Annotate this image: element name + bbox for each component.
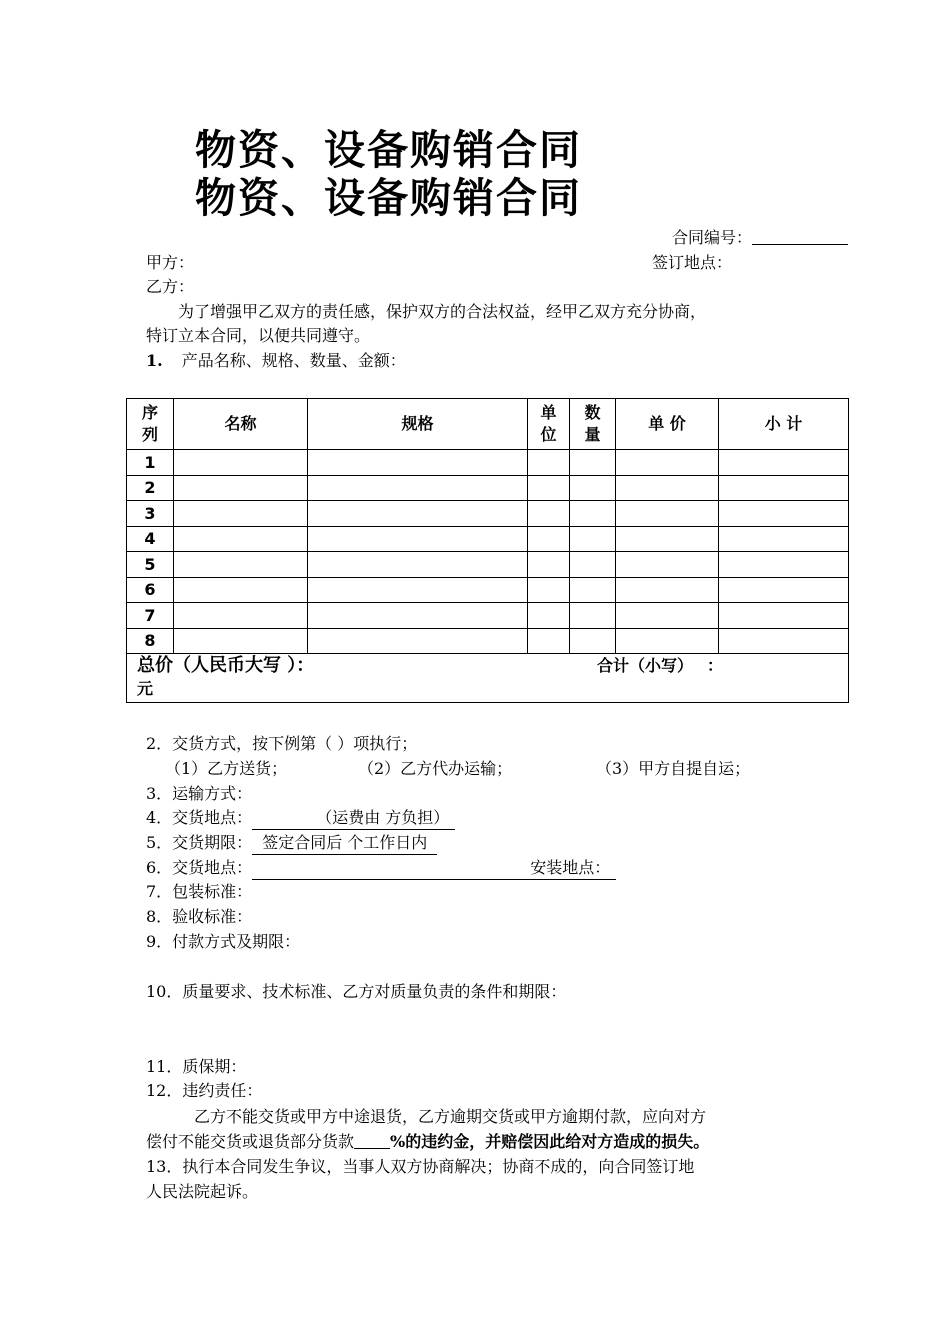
sum-colon: ： [707,656,724,675]
row-name-cell[interactable] [174,475,308,501]
section-5-label: 5．交货期限： [146,833,253,852]
row-price-cell[interactable] [616,475,719,501]
row-spec-cell[interactable] [308,450,528,476]
delivery-period-field[interactable]: 签定合同后 个工作日内 [252,832,437,855]
table-header-row [127,399,849,450]
row-name-cell[interactable] [174,450,308,476]
row-name-cell[interactable] [174,501,308,527]
delivery-option-1: （1）乙方送货； [165,759,288,778]
intro-line-2: 特订立本合同，以便共同遵守。 [146,326,371,345]
row-number: 2 [127,475,174,501]
row-subtotal-cell[interactable] [719,526,849,552]
table-row [127,552,849,578]
table-row [127,603,849,629]
row-number: 5 [127,552,174,578]
table-row [127,450,849,476]
row-number: 1 [127,450,174,476]
row-price-cell[interactable] [616,526,719,552]
sum-small [597,654,723,678]
sign-place-label: 签订地点： [652,253,733,272]
header-name: 名称 [174,399,308,450]
section-1-text: 产品名称、规格、数量、金额： [181,351,406,370]
section-3: 3．运输方式： [146,784,253,803]
row-qty-cell[interactable] [570,628,616,654]
row-subtotal-cell[interactable] [719,475,849,501]
section-12: 12．违约责任： [146,1081,263,1100]
row-subtotal-cell[interactable] [719,501,849,527]
section-4-label: 4．交货地点： [146,808,253,827]
section-1-heading [146,350,406,372]
row-qty-cell[interactable] [570,501,616,527]
row-unit-cell[interactable] [528,552,570,578]
section-10: 10．质量要求、技术标准、乙方对质量负责的条件和期限： [146,982,567,1001]
row-name-cell[interactable] [174,552,308,578]
row-unit-cell[interactable] [528,501,570,527]
table-row [127,628,849,654]
party-a-label: 甲方： [146,253,195,272]
row-spec-cell[interactable] [308,603,528,629]
penalty-percent-blank[interactable] [354,1132,390,1149]
section-9: 9．付款方式及期限： [146,932,301,951]
table-row [127,501,849,527]
header-subtotal: 小 计 [719,399,849,450]
row-number: 6 [127,577,174,603]
section-12-para-1: 乙方不能交货或甲方中途退货，乙方逾期交货或甲方逾期付款，应向对方 [194,1107,707,1126]
row-spec-cell[interactable] [308,552,528,578]
section-1-number: 1. [146,351,163,370]
header-unit: 单 位 [528,399,570,450]
row-subtotal-cell[interactable] [719,450,849,476]
intro-line-1: 为了增强甲乙双方的责任感，保护双方的合法权益，经甲乙双方充分协商， [178,302,707,321]
section-8: 8．验收标准： [146,907,253,926]
row-qty-cell[interactable] [570,526,616,552]
row-price-cell[interactable] [616,450,719,476]
product-table [126,398,849,703]
section-12-para-2 [146,1131,709,1153]
section-12-para-2a: 偿付不能交货或退货部分货款 [146,1132,355,1151]
row-subtotal-cell[interactable] [719,628,849,654]
table-row [127,475,849,501]
row-unit-cell[interactable] [528,603,570,629]
row-spec-cell[interactable] [308,475,528,501]
total-unit: 元 [137,679,154,698]
header-seq: 序 列 [127,399,174,450]
delivery-option-3: （3）甲方自提自运； [596,759,751,778]
row-qty-cell[interactable] [570,603,616,629]
row-price-cell[interactable] [616,501,719,527]
header-qty: 数 量 [570,399,616,450]
row-number: 3 [127,501,174,527]
total-label: 总价（人民币大写 ）： [137,655,315,676]
row-number: 4 [127,526,174,552]
section-11: 11．质保期： [146,1057,247,1076]
table-total-row [127,654,849,703]
contract-number-blank[interactable] [752,228,848,245]
row-spec-cell[interactable] [308,577,528,603]
section-6-label: 6．交货地点： [146,858,253,877]
row-subtotal-cell[interactable] [719,552,849,578]
header-unit-price: 单 价 [616,399,719,450]
row-price-cell[interactable] [616,603,719,629]
section-13-line-2: 人民法院起诉。 [146,1182,259,1201]
row-unit-cell[interactable] [528,450,570,476]
row-unit-cell[interactable] [528,526,570,552]
total-cell[interactable] [127,654,849,703]
section-13-line-1: 13．执行本合同发生争议，当事人双方协商解决；协商不成的，向合同签订地 [146,1157,695,1176]
section-2: 2．交货方式，按下例第（ ）项执行； [146,734,418,753]
delivery-option-2: （2）乙方代办运输； [358,759,513,778]
sum-label: 合计（小写） [597,656,686,675]
row-qty-cell[interactable] [570,577,616,603]
section-7: 7．包装标准： [146,882,253,901]
freight-field[interactable]: （运费由 方负担） [252,807,455,830]
table-row [127,577,849,603]
row-number: 8 [127,628,174,654]
row-name-cell[interactable] [174,526,308,552]
row-unit-cell[interactable] [528,628,570,654]
row-spec-cell[interactable] [308,628,528,654]
row-spec-cell[interactable] [308,501,528,527]
document-title: 物资、设备购销合同 [195,126,582,174]
row-price-cell[interactable] [616,552,719,578]
section-12-para-2b: %的违约金，并赔偿因此给对方造成的损失。 [390,1132,710,1151]
row-unit-cell[interactable] [528,577,570,603]
section-5 [146,832,437,855]
row-name-cell[interactable] [174,577,308,603]
party-b-label: 乙方： [146,277,195,296]
row-number: 7 [127,603,174,629]
row-spec-cell[interactable] [308,526,528,552]
row-price-cell[interactable] [616,577,719,603]
header-spec: 规格 [308,399,528,450]
row-name-cell[interactable] [174,603,308,629]
install-place-field[interactable]: 安装地点： [252,857,616,880]
contract-number [672,227,848,249]
document-title-repeat: 物资、设备购销合同 [195,174,582,222]
row-name-cell[interactable] [174,628,308,654]
section-4 [146,807,455,830]
row-subtotal-cell[interactable] [719,603,849,629]
row-qty-cell[interactable] [570,475,616,501]
row-unit-cell[interactable] [528,475,570,501]
section-6 [146,857,616,880]
contract-number-label: 合同编号： [672,228,753,247]
table-row [127,526,849,552]
row-qty-cell[interactable] [570,450,616,476]
row-price-cell[interactable] [616,628,719,654]
row-qty-cell[interactable] [570,552,616,578]
row-subtotal-cell[interactable] [719,577,849,603]
